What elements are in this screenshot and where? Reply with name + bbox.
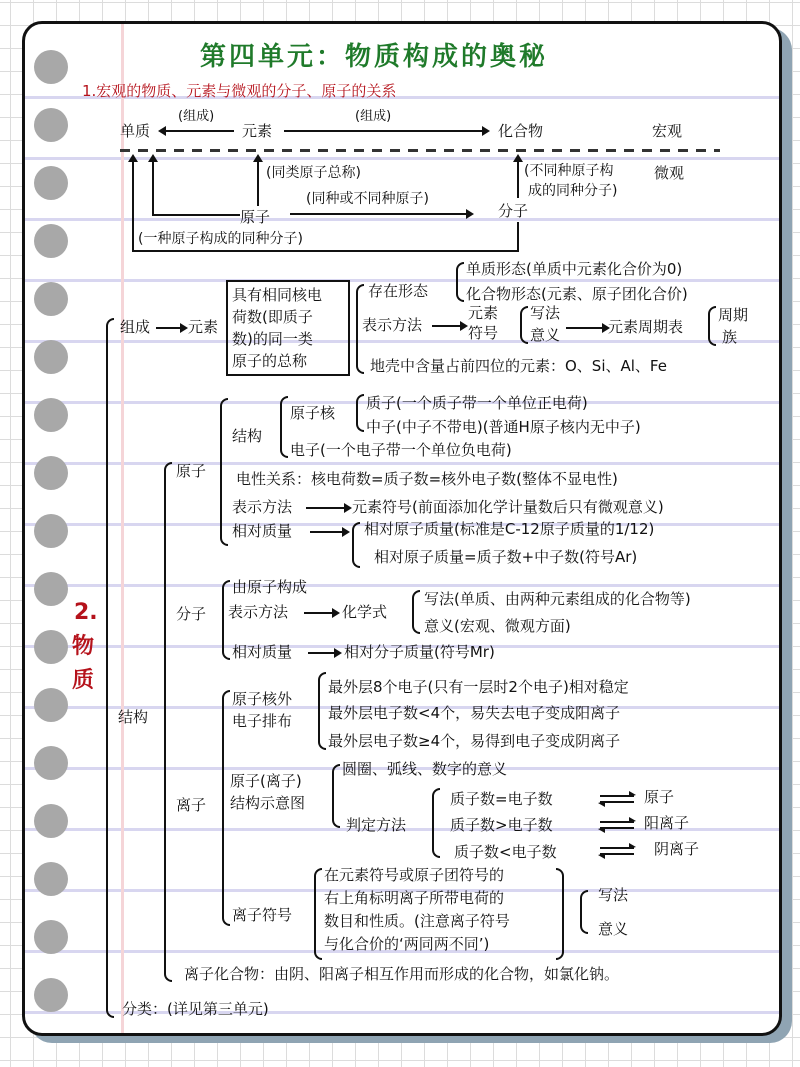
binder-hole xyxy=(34,456,68,490)
binder-hole xyxy=(34,920,68,954)
paibu-l1: 原子核外 xyxy=(232,690,293,708)
label-huaxueshi: 化学式 xyxy=(342,603,388,621)
arrow-zhouqi xyxy=(566,327,604,329)
label-xiangdui-yz: 相对质量 xyxy=(232,522,293,540)
label-micro: 微观 xyxy=(654,164,685,182)
lizi-huahewu: 离子化合物：由阴、阳离子相互作用而形成的化合物，如氯化钠。 xyxy=(184,965,620,983)
brace-fuhao-desc-right xyxy=(556,868,564,960)
binder-hole xyxy=(34,804,68,838)
arrow-biaoshi-fz xyxy=(304,612,334,614)
brace-shiyi xyxy=(332,764,340,828)
label-biaoshi: 表示方法 xyxy=(362,316,423,334)
xiangdui-fz-val: 相对分子质量(符号Mr) xyxy=(344,643,495,661)
arrow-yuansu-to-huahewu xyxy=(284,130,484,132)
brace-yuanzi xyxy=(220,398,228,546)
brace-huaxueshi xyxy=(412,590,420,634)
label-yuanzi2: 原子 xyxy=(176,462,207,480)
huaxueshi-item: 意义(宏观、微观方面) xyxy=(424,617,571,635)
label-fenzi: 分子 xyxy=(498,202,529,220)
arrow-fenzi-to-huahewu xyxy=(517,160,519,198)
label-yuansu2: 元素 xyxy=(188,318,219,336)
def-line: 荷数(即质子 xyxy=(232,308,313,326)
binder-hole xyxy=(34,514,68,548)
reversible-arrow-icon xyxy=(600,820,634,830)
shiyi-l2: 结构示意图 xyxy=(230,794,306,812)
label-cunzai: 存在形态 xyxy=(368,282,429,300)
cunzai-item: 单质形态(单质中元素化合价为0) xyxy=(466,260,683,278)
def-line: 原子的总称 xyxy=(232,352,308,370)
label-zucheng-right: (组成) xyxy=(355,109,392,124)
label-yuansu: 元素 xyxy=(242,122,273,140)
brace-fuhao-items xyxy=(580,890,588,934)
binder-hole xyxy=(34,108,68,142)
binder-hole xyxy=(34,398,68,432)
binder-hole xyxy=(34,862,68,896)
fenzi-gouchen: 由原子构成 xyxy=(232,578,308,596)
fuhao-desc: 与化合价的‘两同两不同’) xyxy=(324,935,490,953)
yuanquan: 圆圈、弧线、数字的意义 xyxy=(342,760,508,778)
brace-yuanzihe xyxy=(356,394,364,432)
label-fuhao2: 符号 xyxy=(468,324,499,342)
dianxing: 电性关系：核电荷数=质子数=核外电子数(整体不显电性) xyxy=(236,470,618,488)
arrow-biaoshi-yz xyxy=(306,507,346,509)
reversible-arrow-icon xyxy=(600,794,634,804)
fuhao-desc: 在元素符号或原子团符号的 xyxy=(324,866,505,884)
label-fuhao1: 元素 xyxy=(468,304,499,322)
fenlei: 分类：(详见第三单元) xyxy=(122,1000,269,1018)
arrow-yuanzi-to-fenzi xyxy=(290,213,468,215)
arrow-xiangdui-yz xyxy=(310,531,344,533)
reversible-arrow-icon xyxy=(600,846,634,856)
label-zhouqibiao: 元素周期表 xyxy=(608,318,684,336)
macro-micro-divider xyxy=(120,149,720,152)
zhouqi-item: 族 xyxy=(722,328,738,346)
arrow-to-danzhi-outer xyxy=(132,160,134,252)
panding-result: 原子 xyxy=(644,788,675,806)
label-fenzi2: 分子 xyxy=(176,605,207,623)
brace-yuanzi-jiegou xyxy=(280,396,288,458)
fuhao-desc: 数目和性质。(注意离子符号 xyxy=(324,912,510,930)
fuhao-item: 写法 xyxy=(530,304,561,322)
zhizi: 质子(一个质子带一个单位正电荷) xyxy=(366,394,588,412)
shiyi-l1: 原子(离子) xyxy=(230,772,302,790)
arrow-biaoshi xyxy=(432,325,462,327)
def-line: 数)的同一类 xyxy=(232,330,313,348)
line-fenzi-down xyxy=(517,222,519,252)
label-lizi: 离子 xyxy=(176,796,207,814)
arrow-xiangdui-fz xyxy=(308,652,336,654)
arrow-zucheng xyxy=(156,327,182,329)
zhouqi-item: 周期 xyxy=(718,306,749,324)
panding-cond: 质子数<电子数 xyxy=(454,843,557,861)
arrow-yuansu-to-danzhi xyxy=(164,130,234,132)
label-macro: 宏观 xyxy=(652,122,683,140)
cunzai-item: 化合物形态(元素、原子团化合价) xyxy=(466,285,688,303)
label-xiangdui-fz: 相对质量 xyxy=(232,643,293,661)
label-butong-2: 成的同种分子) xyxy=(528,183,618,199)
lizi-fuhao-item: 意义 xyxy=(598,920,629,938)
huaxueshi-item: 写法(单质、由两种元素组成的化合物等) xyxy=(424,590,691,608)
brace-paibu xyxy=(318,672,326,750)
label-yuanzi: 原子 xyxy=(240,208,271,226)
section2-num: 2. xyxy=(74,600,98,625)
binder-hole xyxy=(34,630,68,664)
label-yuanzihe: 原子核 xyxy=(290,404,336,422)
label-biaoshi-fz: 表示方法 xyxy=(228,603,289,621)
label-biaoshi-yz: 表示方法 xyxy=(232,498,293,516)
label-yuanzi-jiegou: 结构 xyxy=(232,427,263,445)
binder-hole xyxy=(34,688,68,722)
brace-cunzai xyxy=(456,262,464,302)
section2-char2: 质 xyxy=(72,668,95,693)
brace-jiegou xyxy=(164,462,172,982)
xiangdui-yz-item: 相对原子质量(标准是C-12原子质量的1/12) xyxy=(364,520,655,538)
definition-box xyxy=(226,280,350,376)
xiangdui-yz-item: 相对原子质量=质子数+中子数(符号Ar) xyxy=(374,548,638,566)
line-yuanzi-left xyxy=(152,214,240,216)
margin-line xyxy=(121,24,124,1033)
fuhao-item: 意义 xyxy=(530,326,561,344)
binder-hole xyxy=(34,572,68,606)
label-tonglei: (同类原子总称) xyxy=(266,165,361,181)
binder-hole xyxy=(34,224,68,258)
brace-xiangdui-yz xyxy=(352,522,360,568)
line-bottom-loop xyxy=(132,250,519,252)
fuhao-desc: 右上角标明离子所带电荷的 xyxy=(324,889,505,907)
panding-cond: 质子数=电子数 xyxy=(450,790,553,808)
binder-hole xyxy=(34,50,68,84)
section1-heading: 1.宏观的物质、元素与微观的分子、原子的关系 xyxy=(82,82,397,100)
paibu-item: 最外层8个电子(只有一层时2个电子)相对稳定 xyxy=(328,678,629,696)
paibu-item: 最外层电子数≥4个，易得到电子变成阴离子 xyxy=(328,732,621,750)
panding-result: 阳离子 xyxy=(644,814,690,832)
paibu-l2: 电子排布 xyxy=(232,712,293,730)
panding-result: 阴离子 xyxy=(654,840,700,858)
label-tongzhong: (同种或不同种原子) xyxy=(306,191,429,207)
panding-cond: 质子数>电子数 xyxy=(450,816,553,834)
label-zucheng-left: (组成) xyxy=(178,109,215,124)
zhongzi: 中子(中子不带电)(普通H原子核内无中子) xyxy=(366,418,641,436)
page-title: 第四单元：物质构成的奥秘 xyxy=(200,42,549,72)
label-lizi-fuhao: 离子符号 xyxy=(232,906,293,924)
brace-fuhao-desc xyxy=(314,868,322,960)
label-butong-1: (不同种原子构 xyxy=(524,163,614,179)
brace-panding xyxy=(432,788,440,858)
binder-hole xyxy=(34,978,68,1012)
binder-hole xyxy=(34,746,68,780)
lizi-fuhao-item: 写法 xyxy=(598,886,629,904)
label-yizhong: (一种原子构成的同种分子) xyxy=(138,231,303,247)
section2-char1: 物 xyxy=(72,634,95,659)
label-panding: 判定方法 xyxy=(346,816,407,834)
brace-wuzhi xyxy=(106,318,114,1018)
label-zucheng: 组成 xyxy=(120,318,151,336)
brace-zhouqi xyxy=(708,306,716,346)
binder-hole xyxy=(34,282,68,316)
label-diqiao: 地壳中含量占前四位的元素：O、Si、Al、Fe xyxy=(370,357,667,375)
label-danzhi: 单质 xyxy=(120,122,151,140)
binder-hole xyxy=(34,166,68,200)
label-jiegou: 结构 xyxy=(118,708,149,726)
label-huahewu: 化合物 xyxy=(498,122,544,140)
brace-fuhao xyxy=(520,306,528,344)
paibu-item: 最外层电子数<4个，易失去电子变成阳离子 xyxy=(328,704,621,722)
brace-lizi xyxy=(222,690,230,926)
dianzi: 电子(一个电子带一个单位负电荷) xyxy=(290,441,512,459)
def-line: 具有相同核电 xyxy=(232,286,323,304)
binder-hole xyxy=(34,340,68,374)
biaoshi-yz-val: 元素符号(前面添加化学计量数后只有微观意义) xyxy=(352,498,664,516)
arrow-yuanzi-to-yuansu xyxy=(257,160,259,206)
arrow-to-danzhi-inner xyxy=(152,160,154,216)
